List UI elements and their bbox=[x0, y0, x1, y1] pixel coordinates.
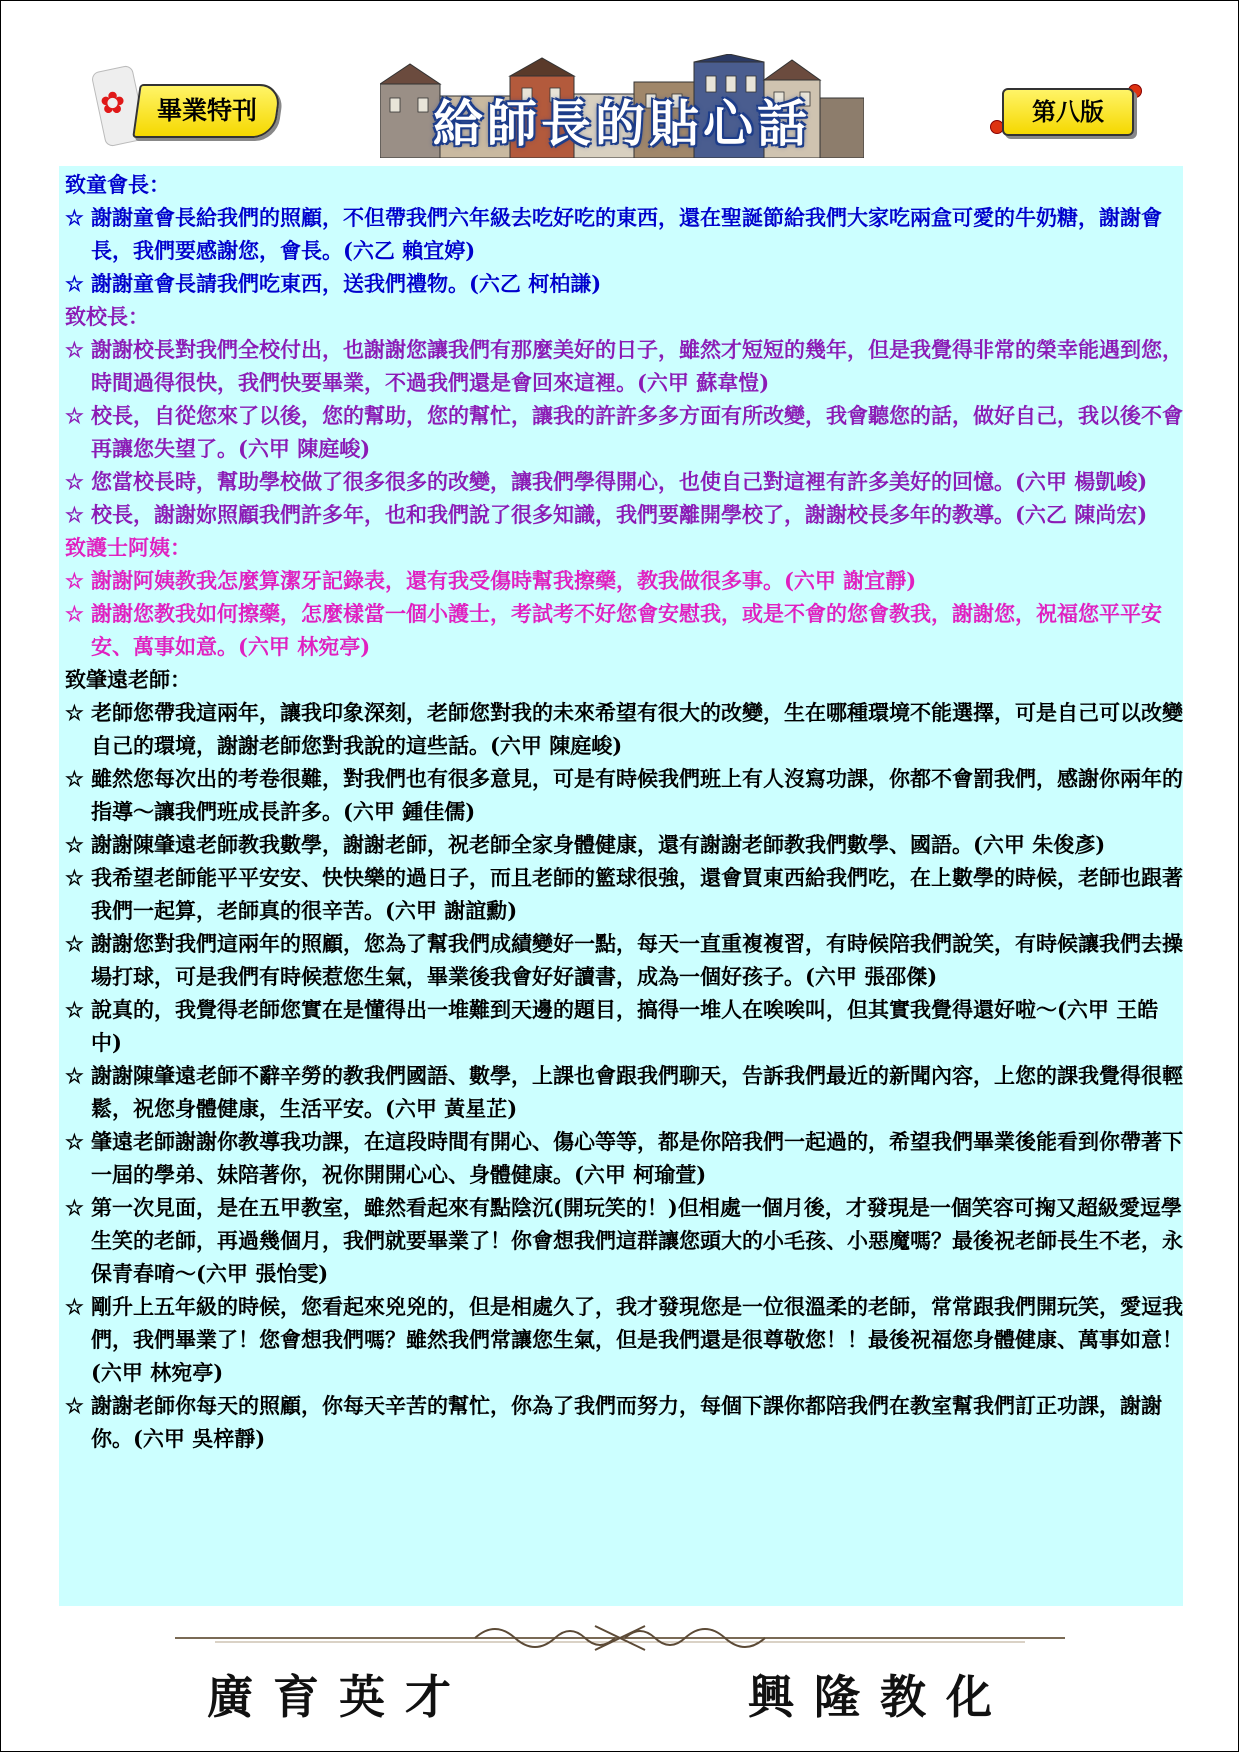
message-text: 我希望老師能平平安安、快快樂的過日子，而且老師的籃球很強，還會買東西給我們吃，在上數學的時候，老師也跟著我們一起算，老師真的很辛苦。(六甲 謝誼勳) bbox=[91, 865, 1183, 923]
star-bullet-icon: ☆ bbox=[65, 271, 84, 296]
message-item bbox=[65, 267, 1183, 300]
star-bullet-icon: ☆ bbox=[65, 403, 84, 428]
message-text: 雖然您每次出的考卷很難，對我們也有很多意見，可是有時候我們班上有人沒寫功課，你都不會罰我們，感謝你兩年的指導～讓我們班成長許多。(六甲 鍾佳儒) bbox=[91, 766, 1183, 824]
star-bullet-icon: ☆ bbox=[65, 469, 84, 494]
star-bullet-icon: ☆ bbox=[65, 1294, 84, 1319]
message-text: 剛升上五年級的時候，您看起來兇兇的，但是相處久了，我才發現您是一位很溫柔的老師，常常跟我們開玩笑，愛逗我們，我們畢業了！您會想我們嗎？雖然我們常讓您生氣，但是我們還是很尊敬您！！最後祝福您身體健康、萬事如意！(六甲 林宛亭) bbox=[91, 1294, 1183, 1385]
star-bullet-icon: ☆ bbox=[65, 337, 84, 362]
star-bullet-icon: ☆ bbox=[65, 502, 84, 527]
message-text: 謝謝童會長請我們吃東西，送我們禮物。(六乙 柯柏謙) bbox=[91, 271, 602, 296]
star-bullet-icon: ☆ bbox=[65, 865, 84, 890]
message-item bbox=[65, 201, 1183, 267]
message-item bbox=[65, 1191, 1183, 1290]
section-heading: 致校長： bbox=[65, 304, 149, 329]
graduation-badge bbox=[98, 62, 280, 148]
message-item bbox=[65, 1389, 1183, 1455]
message-text: 謝謝您教我如何擦藥，怎麼樣當一個小護士，考試考不好您會安慰我，或是不會的您會教我，謝謝您，祝福您平平安安、萬事如意。(六甲 林宛亭) bbox=[91, 601, 1162, 659]
message-text: 您當校長時，幫助學校做了很多很多的改變，讓我們學得開心，也使自己對這裡有許多美好的回憶。(六甲 楊凱峻) bbox=[91, 469, 1148, 494]
message-text: 說真的，我覺得老師您實在是懂得出一堆難到天邊的題目，搞得一堆人在唉唉叫，但其實我覺得還好啦～(六甲 王皓中) bbox=[91, 997, 1159, 1055]
message-item bbox=[65, 333, 1183, 399]
message-item bbox=[65, 498, 1183, 531]
message-item bbox=[65, 597, 1183, 663]
star-bullet-icon: ☆ bbox=[65, 766, 84, 791]
star-bullet-icon: ☆ bbox=[65, 205, 84, 230]
star-bullet-icon: ☆ bbox=[65, 1195, 84, 1220]
message-item bbox=[65, 861, 1183, 927]
star-bullet-icon: ☆ bbox=[65, 931, 84, 956]
message-text: 謝謝老師你每天的照顧，你每天辛苦的幫忙，你為了我們而努力，每個下課你都陪我們在教室幫我們訂正功課，謝謝你。(六甲 吳梓靜) bbox=[91, 1393, 1162, 1451]
title-banner bbox=[380, 54, 864, 158]
message-item bbox=[65, 1059, 1183, 1125]
motto-left: 廣育英才 bbox=[207, 1670, 471, 1724]
message-text: 第一次見面，是在五甲教室，雖然看起來有點陰沉(開玩笑的！)但相處一個月後，才發現是一個笑容可掬又超級愛逗學生笑的老師，再過幾個月，我們就要畢業了！你會想我們這群讓您頭大的小毛孩、小惡魔嗎？最後祝老師長生不老，永保青春唷～(六甲 張怡雯) bbox=[91, 1195, 1183, 1286]
message-item bbox=[65, 465, 1183, 498]
ornament-divider bbox=[175, 1618, 1065, 1652]
message-item bbox=[65, 993, 1183, 1059]
message-item bbox=[65, 927, 1183, 993]
star-bullet-icon: ☆ bbox=[65, 700, 84, 725]
message-item bbox=[65, 762, 1183, 828]
message-item bbox=[65, 828, 1183, 861]
message-item bbox=[65, 399, 1183, 465]
message-item bbox=[65, 1125, 1183, 1191]
page-footer bbox=[0, 1606, 1241, 1754]
star-bullet-icon: ☆ bbox=[65, 568, 84, 593]
page-number-plate bbox=[1002, 88, 1134, 136]
message-item bbox=[65, 1290, 1183, 1389]
message-text: 謝謝陳肇遠老師不辭辛勞的教我們國語、數學，上課也會跟我們聊天，告訴我們最近的新聞內容，上您的課我覺得很輕鬆，祝您身體健康，生活平安。(六甲 黃星芷) bbox=[91, 1063, 1183, 1121]
star-bullet-icon: ☆ bbox=[65, 997, 84, 1022]
message-text: 老師您帶我這兩年，讓我印象深刻，老師您對我的未來希望有很大的改變，生在哪種環境不能選擇，可是自己可以改變自己的環境，謝謝老師您對我說的這些話。(六甲 陳庭峻) bbox=[91, 700, 1183, 758]
section-heading: 致肇遠老師： bbox=[65, 667, 191, 692]
star-bullet-icon: ☆ bbox=[65, 601, 84, 626]
message-text: 謝謝童會長給我們的照顧，不但帶我們六年級去吃好吃的東西，還在聖誕節給我們大家吃兩盒可愛的牛奶糖，謝謝會長，我們要感謝您，會長。(六乙 賴宜婷) bbox=[91, 205, 1162, 263]
message-text: 校長，自從您來了以後，您的幫助，您的幫忙，讓我的許許多多方面有所改變，我會聽您的話，做好自己，我以後不會再讓您失望了。(六甲 陳庭峻) bbox=[91, 403, 1183, 461]
star-bullet-icon: ☆ bbox=[65, 1393, 84, 1418]
message-text: 肇遠老師謝謝你教導我功課，在這段時間有開心、傷心等等，都是你陪我們一起過的，希望我們畢業後能看到你帶著下一屆的學弟、妹陪著你，祝你開開心心、身體健康。(六甲 柯瑜萱) bbox=[91, 1129, 1183, 1187]
graduation-badge-label: 畢業特刊 bbox=[156, 96, 257, 125]
motto-right: 興隆教化 bbox=[748, 1670, 1012, 1724]
page-header bbox=[0, 0, 1241, 165]
star-bullet-icon: ☆ bbox=[65, 832, 84, 857]
section-heading: 致護士阿姨： bbox=[65, 535, 191, 560]
page-title: 給師長的貼心話 bbox=[433, 95, 811, 153]
message-text: 謝謝校長對我們全校付出，也謝謝您讓我們有那麼美好的日子，雖然才短短的幾年，但是我覺得非常的榮幸能遇到您，時間過得很快，我們快要畢業，不過我們還是會回來這裡。(六甲 蘇韋愷) bbox=[91, 337, 1183, 395]
ribbon-bow-icon: ✿ bbox=[100, 86, 126, 121]
page-number-badge bbox=[990, 84, 1150, 142]
graduation-badge-plate bbox=[132, 84, 282, 138]
message-text: 謝謝您對我們這兩年的照顧，您為了幫我們成績變好一點，每天一直重複複習，有時候陪我們說笑，有時候讓我們去操場打球，可是我們有時候惹您生氣，畢業後我會好好讀書，成為一個好孩子。(六甲 張邵傑) bbox=[91, 931, 1183, 989]
message-text: 謝謝阿姨教我怎麼算潔牙記錄表，還有我受傷時幫我擦藥，教我做很多事。(六甲 謝宜靜) bbox=[91, 568, 917, 593]
message-text: 校長，謝謝妳照顧我們許多年，也和我們說了很多知識，我們要離開學校了，謝謝校長多年的教導。(六乙 陳尚宏) bbox=[91, 502, 1148, 527]
page-number-label: 第八版 bbox=[1032, 97, 1104, 126]
message-item bbox=[65, 564, 1183, 597]
letters-content bbox=[59, 166, 1183, 1606]
star-bullet-icon: ☆ bbox=[65, 1129, 84, 1154]
message-text: 謝謝陳肇遠老師教我數學，謝謝老師，祝老師全家身體健康，還有謝謝老師教我們數學、國語。(六甲 朱俊彥) bbox=[91, 832, 1106, 857]
star-bullet-icon: ☆ bbox=[65, 1063, 84, 1088]
section-heading: 致童會長： bbox=[65, 172, 170, 197]
message-item bbox=[65, 696, 1183, 762]
